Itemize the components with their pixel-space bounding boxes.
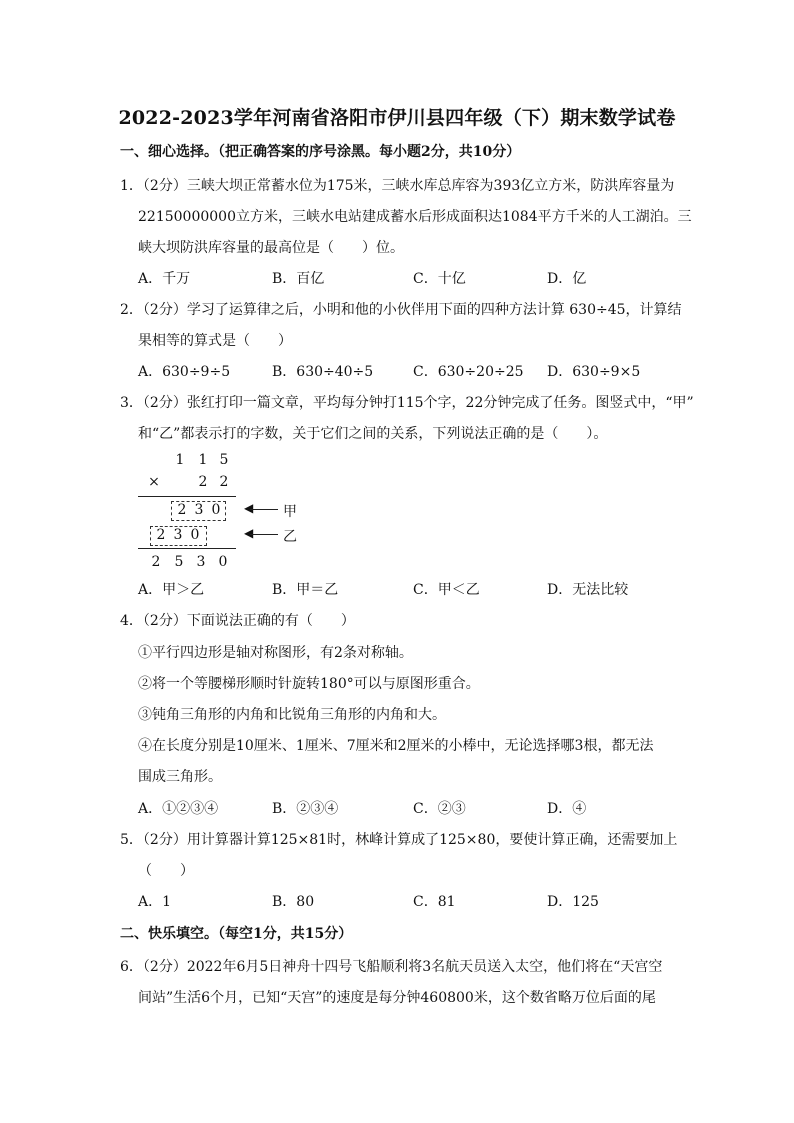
- q1-option-a[interactable]: A．千万: [138, 271, 191, 287]
- q1-option-c[interactable]: C．十亿: [413, 271, 466, 287]
- q5-line-2: （ ）: [138, 863, 194, 879]
- yi-arrow-line: [250, 534, 278, 535]
- q2-option-a[interactable]: A．630÷9÷5: [138, 364, 231, 380]
- calc-digit: 0: [211, 502, 221, 518]
- q4-statement-3: ③钝角三角形的内角和比锐角三角形的内角和大。: [138, 707, 446, 723]
- q1-option-d[interactable]: D．亿: [547, 271, 587, 287]
- calc-digit: 2: [156, 527, 166, 543]
- vertical-multiplication: [138, 450, 338, 575]
- q4-line-1: 4．（2分）下面说法正确的有（ ）: [120, 613, 355, 629]
- q4-option-c[interactable]: C．②③: [413, 801, 466, 817]
- calc-digit: 2: [198, 474, 208, 490]
- q3-option-b[interactable]: B．甲＝乙: [272, 582, 339, 598]
- q5-option-d[interactable]: D．125: [547, 894, 599, 910]
- q1-line-2: 22150000000立方米，三峡水电站建成蓄水后形成面积达1084平方千米的人工湖泊。三: [138, 209, 692, 225]
- q3-option-a[interactable]: A．甲＞乙: [138, 582, 205, 598]
- calc-digit: 3: [173, 527, 183, 543]
- q3-option-c[interactable]: C．甲＜乙: [413, 582, 480, 598]
- calc-digit: 1: [175, 452, 185, 468]
- times-sign: ×: [148, 474, 160, 490]
- q2-option-c[interactable]: C．630÷20÷25: [413, 364, 524, 380]
- q2-line-2: 果相等的算式是（ ）: [138, 333, 292, 349]
- calc-digit: 3: [194, 502, 204, 518]
- q2-option-b[interactable]: B．630÷40÷5: [272, 364, 374, 380]
- q3-option-d[interactable]: D．无法比较: [547, 582, 629, 598]
- calc-digit: 1: [198, 452, 208, 468]
- q6-line-1: 6．（2分）2022年6月5日神舟十四号飞船顺利将3名航天员送入太空，他们将在“天宫空: [120, 959, 663, 975]
- calc-digit: 5: [219, 452, 229, 468]
- q5-option-a[interactable]: A．1: [138, 894, 172, 910]
- yi-label: 乙: [283, 529, 297, 545]
- q1-line-1: 1．（2分）三峡大坝正常蓄水位为175米，三峡水库总库容为393亿立方米，防洪库容量为: [120, 178, 675, 194]
- q1-option-b[interactable]: B．百亿: [272, 271, 325, 287]
- calc-digit: 2: [177, 502, 187, 518]
- section-2-heading: 二、快乐填空。（每空1分，共15分）: [120, 926, 353, 942]
- calc-digit: 0: [190, 527, 200, 543]
- q4-option-b[interactable]: B．②③④: [272, 801, 339, 817]
- q4-statement-4-cont: 围成三角形。: [138, 769, 222, 785]
- section-1-heading: 一、细心选择。（把正确答案的序号涂黑。每小题2分，共10分）: [120, 144, 521, 160]
- jia-arrow-line: [250, 509, 278, 510]
- calc-digit: 3: [196, 554, 206, 570]
- q3-line-1: 3．（2分）张红打印一篇文章，平均每分钟打115个字，22分钟完成了任务。图竖式中，“甲”: [120, 395, 694, 411]
- q4-option-d[interactable]: D．④: [547, 801, 587, 817]
- q6-line-2: 间站”生活6个月，已知“天宫”的速度是每分钟460800米，这个数省略万位后面的尾: [138, 990, 656, 1006]
- q5-line-1: 5．（2分）用计算器计算125×81时，林峰计算成了125×80，要使计算正确，还需要加上: [120, 832, 678, 848]
- exam-title: 2022-2023学年河南省洛阳市伊川县四年级（下）期末数学试卷: [118, 107, 676, 129]
- calc-rule-1: [138, 496, 236, 497]
- q3-line-2: 和“乙”都表示打的字数，关于它们之间的关系，下列说法正确的是（ ）。: [138, 426, 608, 442]
- arrow-left-icon: ◀: [244, 501, 254, 515]
- arrow-left-icon: ◀: [244, 526, 254, 540]
- calc-digit: 0: [218, 554, 228, 570]
- jia-label: 甲: [283, 504, 297, 520]
- calc-digit: 5: [174, 554, 184, 570]
- q2-option-d[interactable]: D．630÷9×5: [547, 364, 641, 380]
- q1-line-3: 峡大坝防洪库容量的最高位是（ ）位。: [138, 240, 404, 256]
- q5-option-c[interactable]: C．81: [413, 894, 456, 910]
- q5-option-b[interactable]: B．80: [272, 894, 315, 910]
- calc-digit: 2: [219, 474, 229, 490]
- q4-statement-2: ②将一个等腰梯形顺时针旋转180°可以与原图形重合。: [138, 676, 480, 692]
- q4-statement-1: ①平行四边形是轴对称图形，有2条对称轴。: [138, 645, 413, 661]
- q4-statement-4: ④在长度分别是10厘米、1厘米、7厘米和2厘米的小棒中，无论选择哪3根，都无法: [138, 738, 654, 754]
- calc-digit: 2: [151, 554, 161, 570]
- q2-line-1: 2．（2分）学习了运算律之后，小明和他的小伙伴用下面的四种方法计算 630÷45，计算结: [120, 302, 682, 318]
- calc-rule-2: [138, 548, 236, 549]
- q4-option-a[interactable]: A．①②③④: [138, 801, 219, 817]
